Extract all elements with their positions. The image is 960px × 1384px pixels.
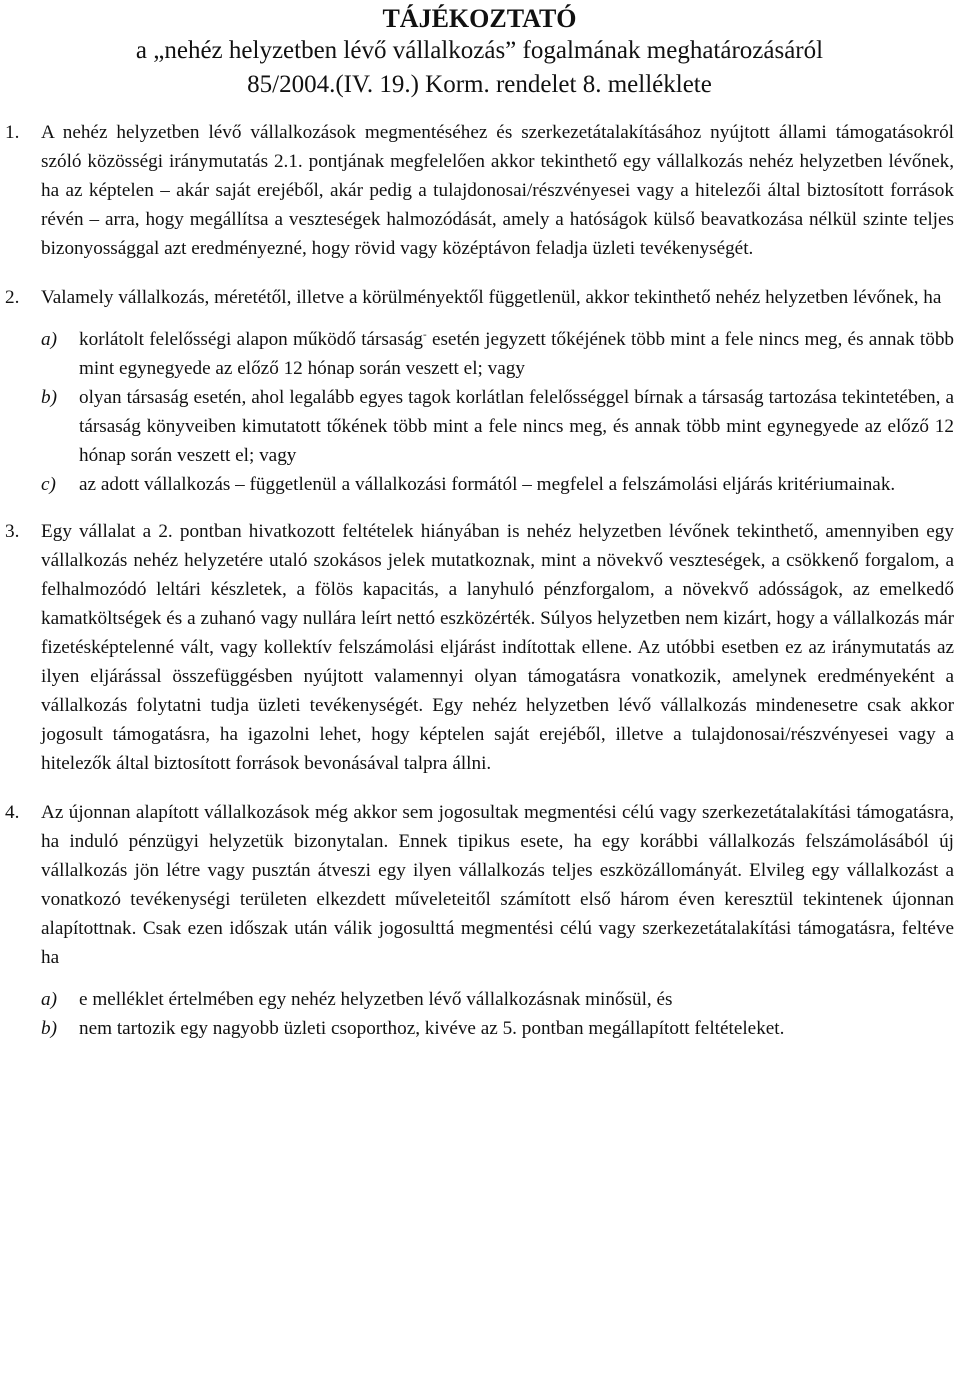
numbered-paragraph-3 [5,517,954,778]
subtitle-line-2: 85/2004.(IV. 19.) Korm. rendelet 8. melléklete [247,71,712,98]
sub-item-b [41,383,954,470]
sub-item-text-part: korlátolt felelősségi alapon működő társaság [79,329,423,350]
sub-item-letter: c) [41,474,56,495]
document-header [5,0,954,102]
numbered-paragraph-4 [5,798,954,1043]
paragraph-text: Egy vállalat a 2. pontban hivatkozott feltételek hiányában is nehéz helyzetben lévőnek tekinthető, amennyiben egy vállalkozás nehéz helyzetére utaló szokásos jelek mutatkoznak, mint a növekvő veszteségek, a csökkenő forgalom, a felhalmozódó leltári készletek, a fölös kapacitás, a lanyhuló pénzforgalom, a növekvő adósságok, az emelkedő kamatköltségek és a zuhanó vagy nullára leírt nettó eszközérték. Súlyos helyzetben nem kizárt, hogy a vállalkozás már fizetésképtelenné vált, vagy kollektív felszámolási eljárást indítottak ellene. Az utóbbi esetben ez az iránymutatás az ilyen eljárással összefüggésben nyújtott valamennyi olyan támogatásra vonatkozik, amelynek eredményeként a vállalkozás folytatni tudja üzleti tevékenységét. Egy nehéz helyzetben lévő vállalkozás mindenesetre csak akkor jogosult támogatásra, ha igazolni lehet, hogy képtelen saját erejéből, illetve a tulajdonosai/részvényesei vagy a hitelezők által biztosított források bevonásával talpra állni. [41,521,954,774]
sub-item-text [79,325,954,383]
sub-item-text: olyan társaság esetén, ahol legalább egyes tagok korlátlan felelősséggel bírnak a társaság tartozása tekintetében, a társaság könyveiben kimutatott tőkének több mint a fele nincs meg, és annak több mint egynegyede az előző 12 hónap során veszett el; vagy [79,387,954,466]
sub-item-letter: b) [41,387,57,408]
sub-item-letter: a) [41,989,57,1010]
paragraph-text: A nehéz helyzetben lévő vállalkozások megmentéséhez és szerkezetátalakításához nyújtott állami támogatásokról szóló közösségi iránymutatás 2.1. pontjának megfelelően akkor tekinthető egy vállalkozás nehéz helyzetben lévőnek, ha az képtelen – akár saját erejéből, akár pedig a tulajdonosai/részvényesei vagy a hitelezői által biztosított források révén – arra, hogy megállítsa a veszteségek halmozódását, amely a hatóságok külső beavatkozása nélkül szinte teljes bizonyossággal azt eredményezné, hogy rövid vagy középtávon feladja üzleti tevékenységét. [41,122,954,259]
sub-item-text-part: esetén jegyzett tőkéjének több mint a fele nincs meg, és annak több mint egynegyede az előző 12 hónap során veszett el; vagy [79,329,955,379]
footnote-mark: - [423,328,427,341]
paragraph-text: Az újonnan alapított vállalkozások még akkor sem jogosultak megmentési célú vagy szerkezetátalakítási támogatásra, ha induló pénzügyi helyzetük bizonytalan. Ennek tipikus esete, ha egy korábbi vállalkozás felszámolásából új vállalkozás jön létre vagy pusztán átveszi egy ilyen vállalkozás teljes eszközállományát. Elvileg egy vállalkozást a vonatkozó tevékenységi területen elkezdett műveleteitől számított első három éven keresztül tekintenek újonnan alapítottnak. Csak ezen időszak után válik jogosulttá megmentési célú vagy szerkezetátalakítási támogatásra, feltéve ha [41,802,954,968]
sub-list [41,325,954,499]
sub-item-a [41,985,954,1014]
sub-item-b [41,1014,954,1043]
numbered-paragraph-2 [5,283,954,499]
numbered-paragraph-1 [5,118,954,263]
sub-item-c [41,470,954,499]
sub-item-a [41,325,954,383]
sub-item-letter: b) [41,1018,57,1039]
sub-item-text: nem tartozik egy nagyobb üzleti csoporthoz, kivéve az 5. pontban megállapított feltételeket. [79,1018,785,1039]
paragraph-text: Valamely vállalkozás, méretétől, illetve a körülményektől függetlenül, akkor tekinthető nehéz helyzetben lévőnek, ha [41,287,942,308]
paragraph-number: 4. [5,802,20,823]
sub-item-text: az adott vállalkozás – függetlenül a vállalkozási formától – megfelel a felszámolási eljárás kritériumainak. [79,474,896,495]
page-title: TÁJÉKOZTATÓ [382,4,577,33]
subtitle-line-1: a „nehéz helyzetben lévő vállalkozás” fogalmának meghatározásáról [135,37,824,64]
sub-item-text: e melléklet értelmében egy nehéz helyzetben lévő vállalkozásnak minősül, és [79,989,673,1010]
paragraph-number: 2. [5,287,20,308]
paragraph-number: 1. [5,122,20,143]
sub-item-letter: a) [41,329,57,350]
sub-list [41,985,954,1043]
paragraph-number: 3. [5,521,20,542]
